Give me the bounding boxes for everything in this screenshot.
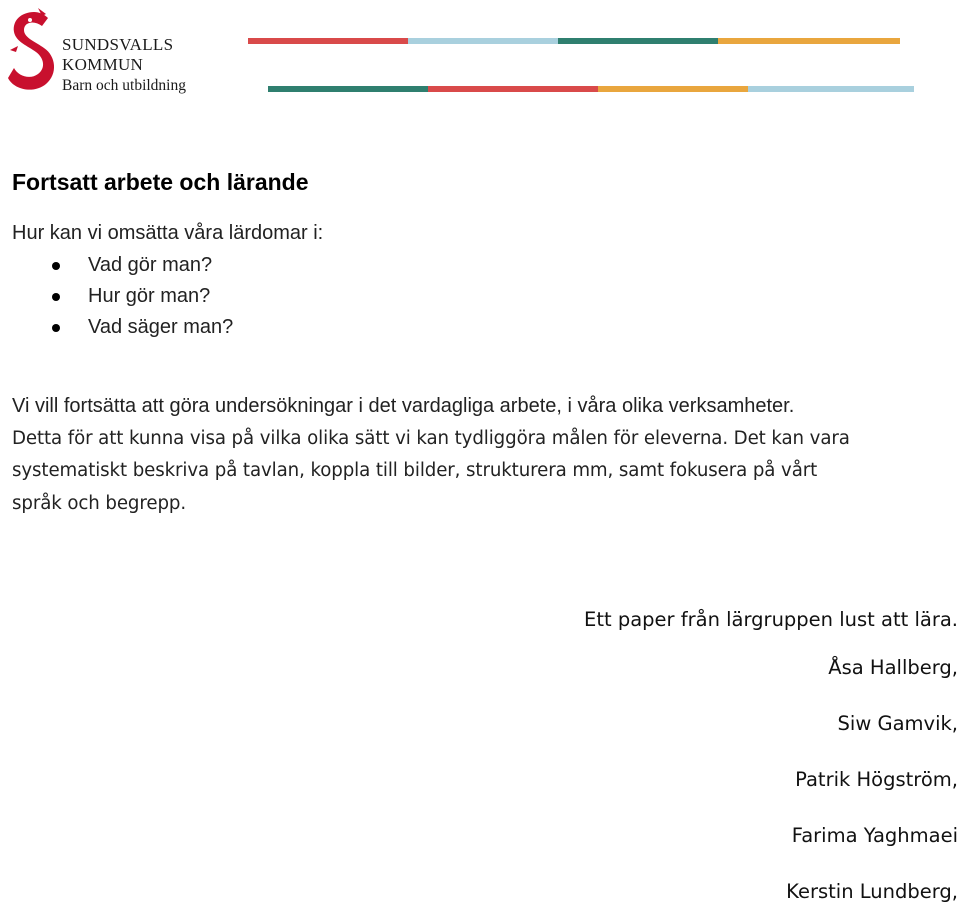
bullet-icon: [52, 293, 60, 301]
author-name: Farima Yaghmaei: [791, 824, 958, 847]
author-name: Patrik Högström,: [795, 768, 958, 791]
decorative-stripe-top: [248, 38, 900, 44]
list-item: Vad säger man?: [12, 312, 952, 343]
author-name: Kerstin Lundberg,: [786, 880, 958, 903]
intro-text: Hur kan vi omsätta våra lärdomar i:: [12, 222, 324, 244]
author-name: Siw Gamvik,: [837, 712, 958, 735]
body-paragraph: [12, 390, 952, 520]
paragraph-line: systematiskt beskriva på tavlan, koppla till bilder, strukturera mm, samt fokusera på vårt: [12, 460, 818, 481]
page-header: [0, 0, 960, 110]
bullet-list: [12, 250, 952, 343]
paragraph-line: Vi vill fortsätta att göra undersökningar i det vardagliga arbete, i våra olika verksamheter.: [12, 395, 795, 417]
author-name: Åsa Hallberg,: [828, 656, 958, 679]
document-title: Fortsatt arbete och lärande: [12, 169, 309, 195]
logo-org-line2: KOMMUN: [62, 55, 144, 74]
signature-lead: Ett paper från lärgruppen lust att lära.: [584, 608, 958, 631]
bullet-icon: [52, 324, 60, 332]
paragraph-line: Detta för att kunna visa på vilka olika sätt vi kan tydliggöra målen för eleverna. Det kan vara: [12, 427, 850, 449]
logo-org-line1: SUNDSVALLS: [62, 35, 174, 54]
decorative-stripe-bottom: [268, 86, 914, 92]
logo-org-line3: Barn och utbildning: [62, 77, 186, 94]
signature-block: [584, 600, 958, 920]
sundsvalls-kommun-logo: [4, 6, 204, 98]
list-item: Vad gör man?: [12, 250, 952, 281]
paragraph-line: språk och begrepp.: [12, 492, 187, 514]
dragon-emblem-icon: [4, 6, 60, 98]
bullet-icon: [52, 262, 60, 270]
list-item: Hur gör man?: [12, 281, 952, 312]
document-body: [12, 166, 952, 520]
